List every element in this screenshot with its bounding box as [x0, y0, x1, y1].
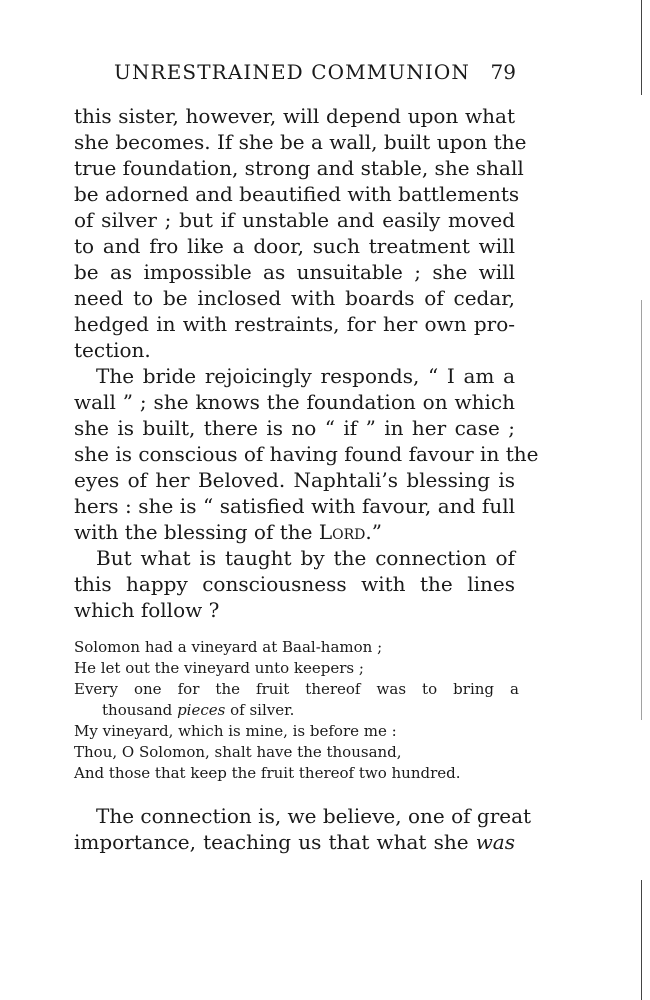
closing-paragraph: [74, 803, 532, 855]
text-line: this happy consciousness with the lines: [74, 572, 515, 596]
text-fragment: of silver.: [225, 701, 295, 719]
text-line: [74, 829, 515, 855]
verse-line: [74, 700, 519, 721]
paragraph-3: [74, 545, 515, 623]
text-fragment: importance, teaching us that what she: [74, 830, 476, 854]
verse-quotation: [74, 637, 519, 784]
paragraph-2: [74, 363, 539, 545]
text-line: to and fro like a door, such treatment will: [74, 234, 515, 258]
text-line: eyes of her Beloved. Naphtali’s blessing is: [74, 468, 515, 492]
verse-line: He let out the vineyard unto keepers ;: [74, 659, 364, 677]
text-line: wall ” ; she knows the foundation on which: [74, 390, 515, 414]
text-fragment: .”: [365, 520, 382, 544]
page-edge-mark: [641, 0, 642, 95]
text-line: be as impossible as unsuitable ; she will: [74, 260, 515, 284]
text-line: But what is taught by the connection of: [96, 546, 515, 570]
verse-line: Solomon had a vineyard at Baal-hamon ;: [74, 638, 383, 656]
text-line: she becomes. If she be a wall, built upon the: [74, 130, 527, 154]
text-line: tection.: [74, 338, 151, 362]
verse-line: Every one for the fruit thereof was to bring a: [74, 680, 519, 698]
text-fragment: thousand: [102, 701, 178, 719]
text-line: hers : she is “ satisfied with favour, and full: [74, 494, 515, 518]
verse-line: And those that keep the fruit thereof two hundred.: [74, 764, 461, 782]
italic-word: pieces: [177, 701, 226, 719]
paragraph-1: [74, 103, 527, 363]
text-line: this sister, however, will depend upon what: [74, 104, 515, 128]
running-title: UNRESTRAINED COMMUNION: [114, 60, 470, 84]
text-line: which follow ?: [74, 598, 220, 622]
text-line: [74, 519, 515, 545]
text-line: hedged in with restraints, for her own pro-: [74, 312, 515, 336]
page-edge-mark: [641, 880, 642, 1000]
text-line: true foundation, strong and stable, she shall: [74, 156, 524, 180]
text-line: be adorned and beautified with battlements: [74, 182, 520, 206]
italic-word: was: [475, 830, 515, 854]
text-line: need to be inclosed with boards of cedar,: [74, 286, 515, 310]
verse-line: My vineyard, which is mine, is before me :: [74, 722, 397, 740]
text-line: The connection is, we believe, one of great: [96, 804, 532, 828]
page-number: 79: [490, 60, 516, 84]
page-edge-mark: [641, 300, 642, 720]
text-line: of silver ; but if unstable and easily moved: [74, 208, 515, 232]
text-line: The bride rejoicingly responds, “ I am a: [96, 364, 515, 388]
text-line: she is built, there is no “ if ” in her case ;: [74, 416, 515, 440]
text-line: she is conscious of having found favour in the: [74, 442, 539, 466]
body-text: [74, 103, 539, 623]
text-fragment: with the blessing of the: [74, 520, 319, 544]
small-caps-lord: Lord: [318, 520, 366, 544]
verse-line: Thou, O Solomon, shalt have the thousand,: [74, 743, 402, 761]
